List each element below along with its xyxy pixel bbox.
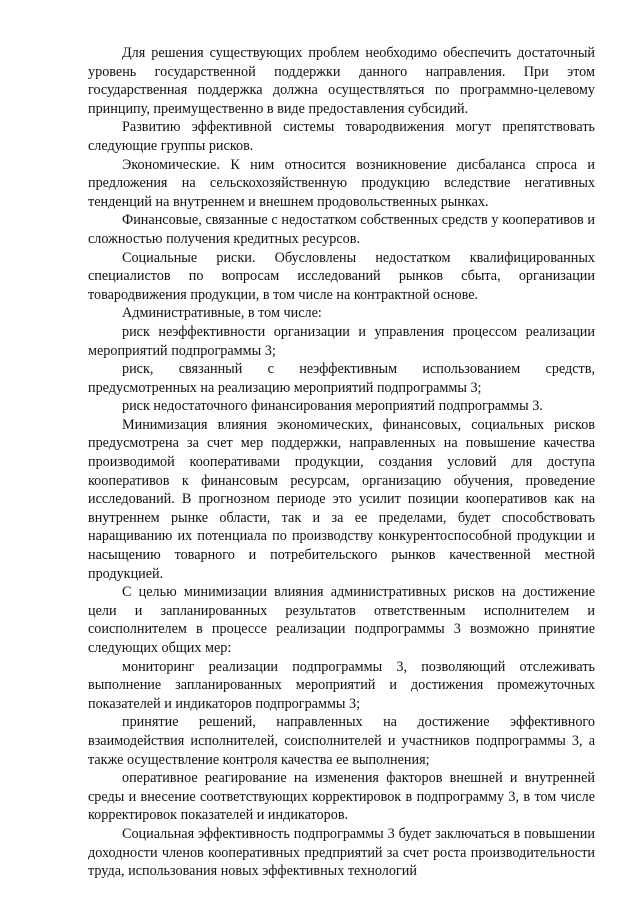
paragraph-state-support: Для решения существующих проблем необходимо обеспечить достаточный уровень государственной поддержки данного направления. При этом государственная поддержка должна осуществляться по программно-целевому принципу, преимущественно в виде предоставления субсидий. [88,45,595,117]
paragraph-risk-misuse: риск, связанный с неэффективным использованием средств, предусмотренных на реализацию мероприятий подпрограммы 3; [88,361,595,396]
paragraph-measure-response: оперативное реагирование на изменения факторов внешней и внутренней среды и внесение соответствующих корректировок в подпрограмму 3, в том числе корректировок показателей и индикаторов. [88,770,595,824]
paragraph-risk-minimization: Минимизация влияния экономических, финансовых, социальных рисков предусмотрена за счет мер поддержки, направленных на повышение качества производимой кооперативами продукции, создания условий для доступа кооперативов к финансовым ресурсам, организацию обучения, проведение исследований. В прогнозном периоде это усилит позиции кооперативов как на внутреннем рынке области, так и за ее пределами, будет способствовать наращиванию их потенциала по производству конкурентоспособной продукции и насыщению товарного и потребительского рынков качественной местной продукцией. [88,416,595,582]
paragraph-social-risks: Социальные риски. Обусловлены недостатком квалифицированных специалистов по вопросам исследований рынков сбыта, организации товародвижения продукции, в том числе на контрактной основе. [88,249,595,303]
paragraph-risk-underfunding: риск недостаточного финансирования мероприятий подпрограммы 3. [122,398,543,415]
paragraph-measure-monitoring: мониторинг реализации подпрограммы 3, позволяющий отслеживать выполнение запланированных мероприятий и достижения промежуточных показателей и индикаторов подпрограммы 3; [88,658,595,712]
paragraph-measure-decisions: принятие решений, направленных на достижение эффективного взаимодействия исполнителей, соисполнителей и участников подпрограммы 3, а также осуществление контроля качества ее выполнения; [88,714,595,768]
document-page [88,44,595,881]
paragraph-economic-risks: Экономические. К ним относится возникновение дисбаланса спроса и предложения на сельскохозяйственную продукцию вследствие негативных тенденций на внутреннем и внешнем продовольственных рынках. [88,156,595,210]
paragraph-social-efficiency: Социальная эффективность подпрограммы 3 будет заключаться в повышении доходности членов кооперативных предприятий за счет роста производительности труда, использования новых эффективных технологий [88,825,595,880]
paragraph-risk-groups-intro: Развитию эффективной системы товародвижения могут препятствовать следующие группы рисков. [88,119,595,154]
paragraph-administrative-measures: С целью минимизации влияния административных рисков на достижение цели и запланированных результатов ответственным исполнителем и соисполнителем в процессе реализации подпрограммы 3 возможно принятие следующих общих мер: [88,584,595,656]
paragraph-administrative-risks: Административные, в том числе: [122,305,322,322]
paragraph-financial-risks: Финансовые, связанные с недостатком собственных средств у кооперативов и сложностью получения кредитных ресурсов. [88,212,595,247]
paragraph-risk-inefficiency: риск неэффективности организации и управления процессом реализации мероприятий подпрограммы 3; [88,323,595,359]
